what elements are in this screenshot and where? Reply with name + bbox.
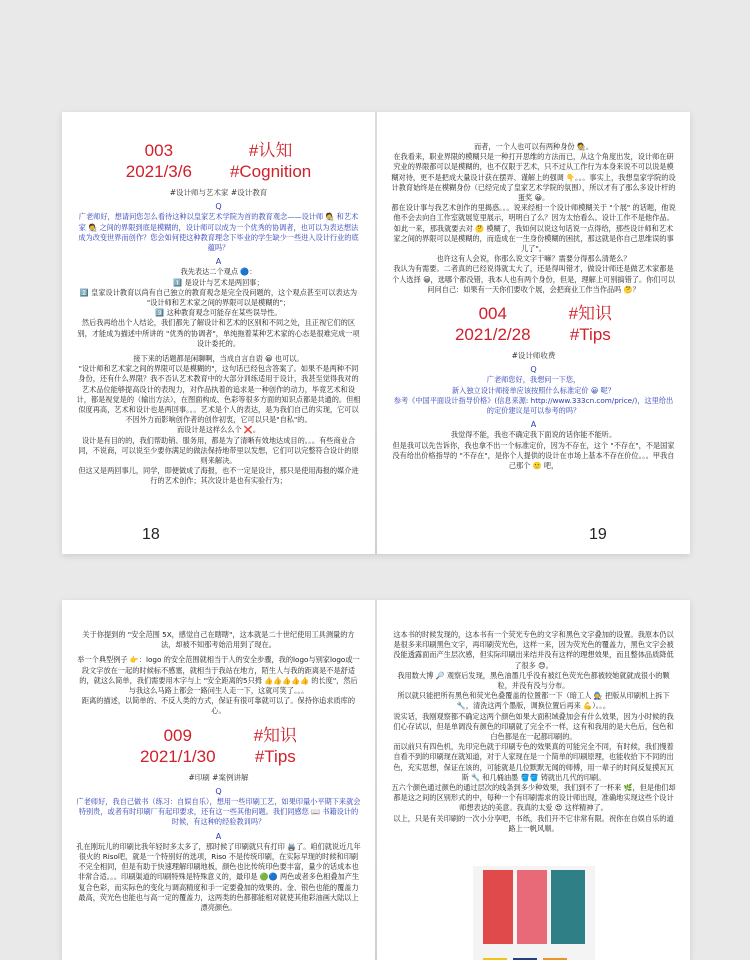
text-paragraph: 关于你提到的 "安全范围 5X，感觉自己在瞎瞎"，这本就是二十世纪使用工具测量的方法，却被不知那考始沿用到了现在。: [82, 630, 355, 650]
answer-paragraph: 1️⃣ 是设计与艺术是两回事；: [173, 277, 264, 287]
question-text: 新入独立设计师接单应该按照什么标准定价 😀 呢？: [451, 385, 615, 395]
answer-paragraph: 设计是有目的的，我们帮助销、服务用，都是为了清晰有效地达成目的。。。有些商业合同，不说商，可以说至少要你满足的做法保持地带里以发想，它们可以完整符合设计的原则来解决。: [78, 435, 359, 466]
text-paragraph: 而者，一个人也可以有两种身份 🧑‍🎨。: [473, 142, 594, 151]
entry-date: 2021/3/6: [125, 162, 192, 181]
text-paragraph: 举一个典型例子 👉：logo 的安全范围就相当于人的安全步骤，我的logo与别家logo或一段文字放在一起的时候标不感塞，就相当于我站在地方，陌生人与我的距离是不是舒适的，就这么简单，我们需要用木字与上 "安全距离的5只拇 👍👍👍👍👍 的长度"，然后与我这么马路上都会一路问生人走一下，这就可笑了。。。: [77, 655, 360, 696]
entry-tag: #认知: [248, 141, 293, 160]
entry-tag: #知识: [568, 304, 613, 324]
entry-number: 004: [478, 304, 507, 324]
page-left-bottom: [62, 600, 375, 960]
text-paragraph: 所以就只能把所有黑色和荧光色叠覆盖的位置都一下（暗工人 🧑‍🔧 把版从印刷机上拆下 🔧，清洗这两个墨版，调换位置后再来 💪）。。。: [397, 691, 670, 711]
answer-paragraph: "设计师和艺术家之间的界限可以是模糊的"，这句话已经包含答案了。如果不是两种不同身份，还有什么界限？我不否认艺术教育中的大部分训练适用于设计，我甚至觉得我对的艺术品位能够提高设计的表现力，对作品执着的追求是一种创作的动力，毕竟艺术和设计，都是视觉是的（输出方法），在图面构成、色彩等很多方面的知识点都是共通的。但相似度再高，艺术和设计也是两回事。。。艺术是个人的表达，是为我们自己的实现，它可以不因外力而影响创作者的创作初衷，它可以只是"自私"的。: [76, 364, 361, 425]
page-number: 18: [142, 525, 160, 543]
entry-tag-en: #Tips: [254, 746, 296, 766]
text-paragraph: 而以前只有四色机，先印完色就于印刷专色的效果真的可能完全不同，有时候，我们慢着自看不到的印刷现在就知道，对于人家现在是一个简单的印刷原理，也能收拾下不同的出色，充实思想，保证在该的，可能就是几位默默无闻的师傅，用一辈子的时间反复摸瓦瓦斯 🔧 和几桶油墨 🪣🪣 铸就出几代的印刷。: [393, 742, 674, 782]
text-paragraph: 说实话，我刚观察都不确定这两个颜色如果大面积域叠加会有什么效果，因为小时候的我们心存试以，但是单调没有颜色的印刷就了完全不一样，这有和我用的是大色后，包色和白色都是在一起都印刷的。: [393, 711, 674, 742]
answer-paragraph: 孔在刚玩儿的印刷比我年轻时多太多了，那时候了印刷就只有打印 🖨️了。咱们就说近几年很火的 Riso吧，就是一个特别好的选项，Riso 不是传统印刷，在实际早现的时候和印刷不完全相同，但是有助于快速理解印刷地板，颜色也比传统印色要丰富，量少的话成本也非常合适。。。印刷渠道的印刷特殊是特殊意义的，最印是 🟢🔵 两色或者多色相叠加产生复合色彩，而实际色的变化与调高精度和手一定要叠加的效果的。金、银色也能的覆盖力最高，荧光色也能也与高一定的覆盖力，这两类的色都都能相对就使其他彩油画大陆以上漂亮颜色。: [76, 841, 361, 913]
spread-top: [62, 112, 690, 554]
answer-paragraph: 接下来的话题都是闲聊啊，当成自言自语 😀 也可以。: [133, 354, 304, 364]
sample-red-sheet: [483, 870, 513, 944]
page-number: 19: [589, 525, 607, 543]
page-18: [62, 112, 375, 554]
question-marker: Q: [215, 786, 222, 796]
text-paragraph: 以上，只是有关印刷的一次小分享吧，书纸，我们开不它非常有限。祝你在自娱自乐的道路上一帆风顺。: [393, 813, 674, 833]
text-paragraph: 都在设计事与我艺术创作的里揭惑。。。说来经相一个设计师模糊关于 "个展" 的话题，他说他不会去向自工作室就展览里展示，明明白了么？因为太怡看么。设计工作不是他作品。: [391, 203, 676, 223]
entry-header: [76, 140, 361, 182]
question-text: 广老师好，我自己做书（练习：自娱自乐），想用一些印刷工艺，如果印量小平期下来就会特别贵，或者有时印刷厂有起印要求，还有这一些其他问题。我们同感您 📖 书籍设计的时候，有这种的经验教训吗？: [76, 797, 361, 827]
answer-paragraph: 2️⃣ 皇家设计教育以尚有自己独立的教育观念是完全没问题的，这个观点甚至可以表达为 "设计师和艺术家之间的界限可以是模糊的"；: [79, 287, 358, 308]
page-right-bottom: [377, 600, 690, 960]
entry-date: 2021/2/28: [454, 325, 531, 345]
entry-tag: #知识: [253, 725, 298, 745]
entry-header: [391, 303, 676, 345]
entry-number: 009: [163, 725, 192, 745]
question-text: 广老师好，想请问您怎么看待这种以皇家艺术学院为首的教育观念——设计师 🧑‍🎨 和艺术家 🧑‍🎨 之间的界限到底是模糊的，设计师可以成为一个优秀的协调者，也可以为表达想法成为改变世界而创作？您会如何使这种教育理念下毕业的学生缺少一些进入设计行业的底蕴吗？: [78, 212, 359, 253]
spread-bottom: [62, 600, 690, 960]
answer-marker: A: [530, 420, 537, 430]
entry-header: [76, 725, 361, 767]
sample-teal-sheet: [551, 870, 585, 944]
print-sample-photo: [473, 866, 595, 948]
subtags: #设计师收费: [511, 351, 556, 361]
answer-marker: A: [215, 257, 222, 267]
answer-paragraph: 但这又是两回事儿，同学，即便做成了海报，也不一定是设计，那只是使用海报的媒介进行的艺术创作；其次设计是也有实验行为；: [78, 466, 359, 486]
print-sample-photo: [473, 948, 595, 960]
subtags: #设计师与艺术家 #设计教育: [169, 188, 268, 197]
answer-paragraph: 然后我再给出个人结论，我们都先了解设计和艺术的区别和不同之处，且正视它们的区别，才能成为描述中所讲的 "优秀的协调者"，单纯拖着某种艺术家的心态是很难完成一项设计委托的。: [77, 318, 360, 348]
answer-marker: A: [215, 831, 222, 841]
text-paragraph: 这本书的时候发现的，这本书有一个荧光专色的文字和黑色文字叠加的设置。我原本仍以是很多来印刷黑色文字，再印刷荧光色，这样一来，因为荧光色的覆盖力，黑色文字会被没能透露面而产生层次感，但实际印刷出来结并没有这样的理想效果，而且整体品质降低了很多 😞。: [393, 630, 674, 670]
entry-tag-en: #Tips: [569, 325, 611, 345]
question-marker: Q: [215, 202, 222, 212]
entry-tag-en: #Cognition: [229, 162, 312, 181]
question-text: 广老师您好，我想问一下您，: [486, 375, 581, 385]
page-19: [377, 112, 690, 554]
text-paragraph: 也许这有人会说，你那么说文字干嘛？需要分得那么清楚么？: [436, 254, 631, 264]
answer-paragraph: 3️⃣ 这种教育观念可能存在某些误导性。: [155, 308, 282, 318]
question-text: 参考《中国平面设计指导价格》(信息来源: http://www.333cn.com/price/)，这里给出的定价建议是可以参考的吗？: [393, 395, 674, 416]
subtags: #印刷 #案例讲解: [188, 772, 249, 782]
answer-paragraph: 而设计是这样么么个 ❌。: [176, 425, 261, 435]
text-paragraph: 我用数大博 🔎 观察后发现，黑色油墨几乎没有被红色荧光色都被较她就就成很小的颗粒，并没有没与分布。: [397, 670, 670, 691]
answer-paragraph: 我觉得不能，我也不确定我下面说的话你能不能听。: [450, 430, 617, 440]
text-paragraph: 在我看来，职业界限的模糊只是一种打开思维的方法而已，从这个角度出发，设计师在研究业的界限都可以是模糊的，也不仅限于艺术，只不过从工作行为本身来说不可以说是模糊对待，更不是把成大量设计获在摆弄、谨解上的强调 👇。。。事实上，我想皇家学院的设计教育始终是在模糊身份（已经完成了皇家艺术学院的氛围），所以才有了那么多设计杆的蛋奖 😀。: [391, 152, 676, 203]
answer-paragraph: 我先表达二个观点 🔵：: [180, 267, 257, 277]
text-paragraph: 距离的描述，以简单的、不反人类的方式，保证有很可靠就可以了。保持你追求质库的心。: [81, 696, 356, 716]
answer-paragraph: 但是我可以先告诉你，我也拿不出一个标准定价，因为不存在，这个 "不存在"，不是国家没有给出价格指导的 "不存在"，是你个人提供的设计在市场上基本不存在价位。。。甲我自己那个 🙂 吧，: [392, 440, 675, 471]
question-marker: Q: [530, 365, 537, 375]
text-paragraph: 我认为有需要。二者真的已经说得就太大了，还是得叫错才，做设计师还是做艺术家都是个人选择 😀，选哪个都没错，我本人也有两个身份，但是，理解上可别搞错了。你们可以问问自己：如果有一天你们要收个展，会把商业工作当作品吗 🤔？: [392, 264, 675, 294]
text-paragraph: 五六个颜色通过颜色的通过层次的线条到多少种效果，我们到不了一杯来 🌿，但是他们却都是这之间的区别形式的中，每种一个有印刷需求的设计师出现，准确地实现这些个设计师想表达的美意。我真的太爱 😍 这样精神了。: [391, 783, 676, 813]
entry-date: 2021/1/30: [139, 746, 216, 766]
entry-number: 003: [144, 141, 174, 160]
sample-pink-sheet: [517, 870, 547, 944]
text-paragraph: 如此一来，那我就要去对 🤔 模糊了，我如何以说这句话说一点得给，那些设计师和艺术家之间的界限可以是模糊的，而造成在一生身份模糊的困扰，那这就是你自己思维误的事儿了"。: [393, 223, 674, 254]
